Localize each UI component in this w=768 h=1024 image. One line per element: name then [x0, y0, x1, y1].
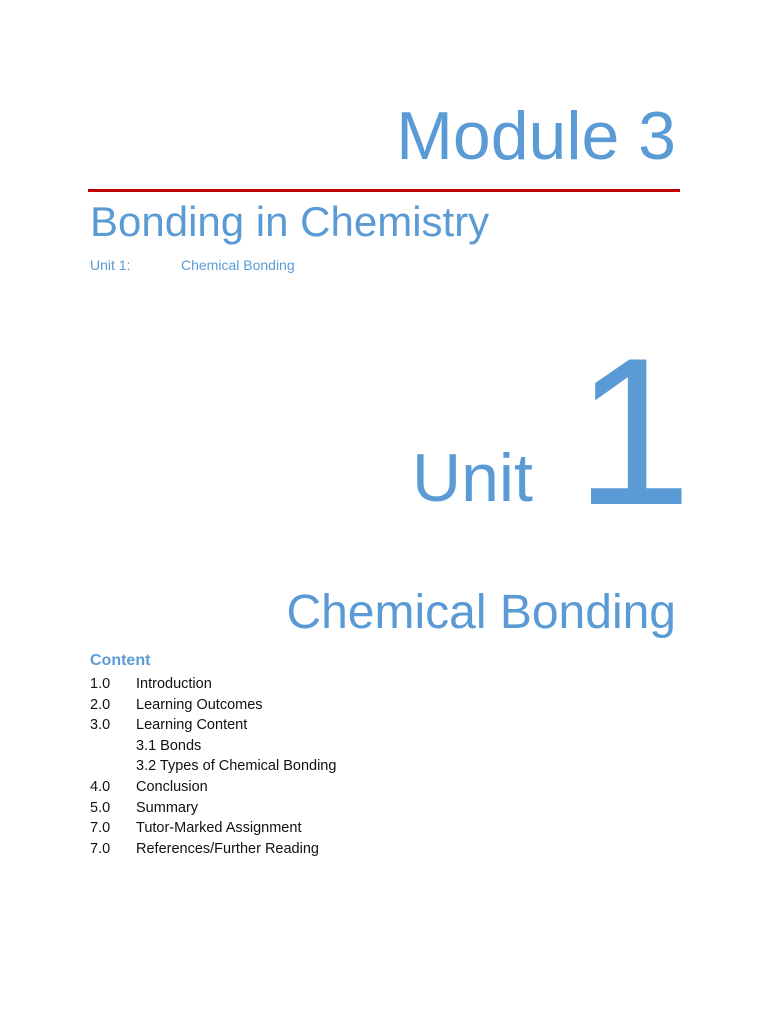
- toc-label: Introduction: [136, 676, 212, 692]
- toc-label: Conclusion: [136, 778, 208, 795]
- toc-number: 7.0: [90, 820, 111, 837]
- toc-number: 5.0: [90, 799, 111, 816]
- toc-item: [90, 818, 336, 839]
- toc-subitem: [90, 736, 336, 757]
- toc-subitem: [90, 756, 336, 777]
- module-subtitle: Bonding in Chemistry: [90, 198, 490, 245]
- toc-label: Learning Content: [136, 717, 248, 734]
- unit-ref-name: Chemical Bonding: [181, 257, 295, 273]
- toc-label: Summary: [136, 799, 199, 816]
- toc-item: [90, 715, 336, 736]
- toc-number: 2.0: [90, 696, 111, 713]
- unit-word: Unit: [412, 440, 533, 516]
- title-rule: [88, 189, 680, 192]
- toc-item: [90, 839, 336, 860]
- toc-label: 3.2 Types of Chemical Bonding: [136, 758, 337, 775]
- toc-item: [90, 695, 336, 716]
- unit-title: Chemical Bonding: [286, 586, 676, 639]
- toc-number: 1.0: [90, 676, 111, 692]
- module-title: Module 3: [396, 98, 676, 174]
- toc-label: 3.1 Bonds: [136, 737, 202, 754]
- toc-item: [90, 674, 336, 695]
- toc-number: 3.0: [90, 717, 111, 734]
- toc-number: 7.0: [90, 840, 111, 857]
- toc-item: [90, 798, 336, 819]
- unit-ref-label: Unit 1:: [90, 257, 131, 273]
- unit-number: 1: [575, 314, 692, 549]
- table-of-contents: [90, 674, 336, 859]
- toc-item: [90, 777, 336, 798]
- content-heading: Content: [90, 652, 151, 669]
- toc-label: Tutor-Marked Assignment: [136, 820, 302, 837]
- toc-number: 4.0: [90, 778, 111, 795]
- toc-label: Learning Outcomes: [136, 696, 263, 713]
- toc-label: References/Further Reading: [136, 840, 319, 857]
